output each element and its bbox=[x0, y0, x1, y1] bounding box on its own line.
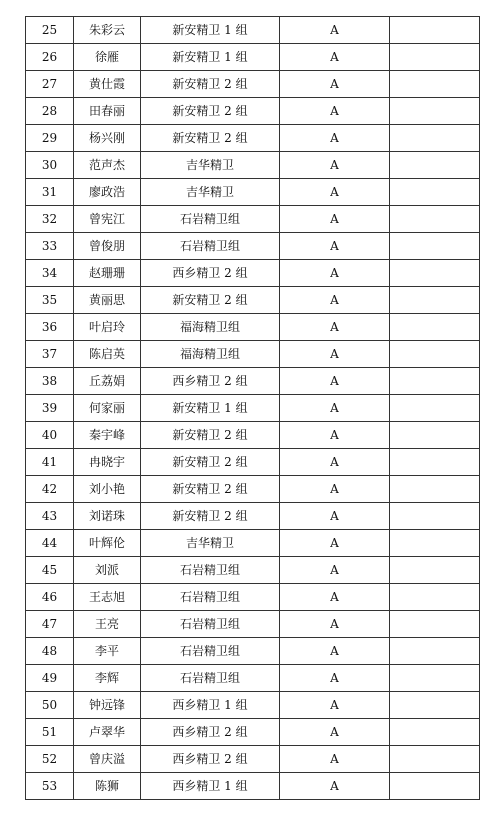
grade-cell: A bbox=[280, 17, 390, 44]
group-name-cell: 西乡精卫 1 组 bbox=[141, 773, 280, 800]
row-number-cell: 31 bbox=[26, 179, 74, 206]
grade-cell: A bbox=[280, 503, 390, 530]
member-name-cell: 刘小艳 bbox=[74, 476, 141, 503]
grade-cell: A bbox=[280, 530, 390, 557]
row-number-cell: 39 bbox=[26, 395, 74, 422]
group-name-cell: 石岩精卫组 bbox=[141, 584, 280, 611]
remark-cell bbox=[390, 476, 480, 503]
grade-cell: A bbox=[280, 341, 390, 368]
group-name-cell: 西乡精卫 2 组 bbox=[141, 719, 280, 746]
group-name-cell: 吉华精卫 bbox=[141, 530, 280, 557]
member-name-cell: 叶启玲 bbox=[74, 314, 141, 341]
group-name-cell: 福海精卫组 bbox=[141, 314, 280, 341]
grade-cell: A bbox=[280, 611, 390, 638]
row-number-cell: 33 bbox=[26, 233, 74, 260]
grade-cell: A bbox=[280, 368, 390, 395]
table-row bbox=[26, 557, 480, 584]
grade-cell: A bbox=[280, 98, 390, 125]
group-name-cell: 新安精卫 2 组 bbox=[141, 503, 280, 530]
table-row bbox=[26, 719, 480, 746]
member-name-cell: 曾宪江 bbox=[74, 206, 141, 233]
member-name-cell: 曾庆溢 bbox=[74, 746, 141, 773]
row-number-cell: 27 bbox=[26, 71, 74, 98]
table-row bbox=[26, 260, 480, 287]
remark-cell bbox=[390, 557, 480, 584]
remark-cell bbox=[390, 71, 480, 98]
grade-cell: A bbox=[280, 665, 390, 692]
table-row bbox=[26, 584, 480, 611]
grade-cell: A bbox=[280, 449, 390, 476]
remark-cell bbox=[390, 206, 480, 233]
row-number-cell: 48 bbox=[26, 638, 74, 665]
group-name-cell: 石岩精卫组 bbox=[141, 638, 280, 665]
group-name-cell: 西乡精卫 1 组 bbox=[141, 692, 280, 719]
remark-cell bbox=[390, 98, 480, 125]
member-name-cell: 何家丽 bbox=[74, 395, 141, 422]
remark-cell bbox=[390, 422, 480, 449]
table-row bbox=[26, 503, 480, 530]
remark-cell bbox=[390, 152, 480, 179]
row-number-cell: 29 bbox=[26, 125, 74, 152]
member-name-cell: 徐雁 bbox=[74, 44, 141, 71]
member-name-cell: 钟远锋 bbox=[74, 692, 141, 719]
grade-cell: A bbox=[280, 476, 390, 503]
member-name-cell: 丘荔娟 bbox=[74, 368, 141, 395]
grade-cell: A bbox=[280, 179, 390, 206]
member-name-cell: 赵珊珊 bbox=[74, 260, 141, 287]
group-name-cell: 新安精卫 2 组 bbox=[141, 287, 280, 314]
group-name-cell: 新安精卫 2 组 bbox=[141, 98, 280, 125]
remark-cell bbox=[390, 692, 480, 719]
table-row bbox=[26, 368, 480, 395]
remark-cell bbox=[390, 530, 480, 557]
row-number-cell: 25 bbox=[26, 17, 74, 44]
table-row bbox=[26, 17, 480, 44]
remark-cell bbox=[390, 395, 480, 422]
group-name-cell: 新安精卫 1 组 bbox=[141, 17, 280, 44]
remark-cell bbox=[390, 746, 480, 773]
row-number-cell: 47 bbox=[26, 611, 74, 638]
remark-cell bbox=[390, 449, 480, 476]
grade-cell: A bbox=[280, 287, 390, 314]
grade-cell: A bbox=[280, 422, 390, 449]
row-number-cell: 34 bbox=[26, 260, 74, 287]
member-name-cell: 王志旭 bbox=[74, 584, 141, 611]
roster-table-body bbox=[26, 17, 480, 800]
grade-cell: A bbox=[280, 233, 390, 260]
table-row bbox=[26, 611, 480, 638]
member-name-cell: 刘诺珠 bbox=[74, 503, 141, 530]
row-number-cell: 51 bbox=[26, 719, 74, 746]
table-row bbox=[26, 98, 480, 125]
row-number-cell: 26 bbox=[26, 44, 74, 71]
group-name-cell: 新安精卫 1 组 bbox=[141, 44, 280, 71]
row-number-cell: 40 bbox=[26, 422, 74, 449]
grade-cell: A bbox=[280, 206, 390, 233]
member-name-cell: 秦宇峰 bbox=[74, 422, 141, 449]
member-name-cell: 陈启英 bbox=[74, 341, 141, 368]
row-number-cell: 44 bbox=[26, 530, 74, 557]
grade-cell: A bbox=[280, 71, 390, 98]
row-number-cell: 49 bbox=[26, 665, 74, 692]
remark-cell bbox=[390, 719, 480, 746]
grade-cell: A bbox=[280, 719, 390, 746]
row-number-cell: 43 bbox=[26, 503, 74, 530]
remark-cell bbox=[390, 44, 480, 71]
group-name-cell: 石岩精卫组 bbox=[141, 665, 280, 692]
grade-cell: A bbox=[280, 746, 390, 773]
row-number-cell: 36 bbox=[26, 314, 74, 341]
table-row bbox=[26, 152, 480, 179]
row-number-cell: 41 bbox=[26, 449, 74, 476]
remark-cell bbox=[390, 17, 480, 44]
grade-cell: A bbox=[280, 638, 390, 665]
row-number-cell: 28 bbox=[26, 98, 74, 125]
table-row bbox=[26, 314, 480, 341]
group-name-cell: 西乡精卫 2 组 bbox=[141, 368, 280, 395]
remark-cell bbox=[390, 287, 480, 314]
group-name-cell: 石岩精卫组 bbox=[141, 557, 280, 584]
grade-cell: A bbox=[280, 395, 390, 422]
row-number-cell: 42 bbox=[26, 476, 74, 503]
grade-cell: A bbox=[280, 260, 390, 287]
table-row bbox=[26, 638, 480, 665]
group-name-cell: 新安精卫 2 组 bbox=[141, 449, 280, 476]
table-row bbox=[26, 179, 480, 206]
grade-cell: A bbox=[280, 44, 390, 71]
row-number-cell: 30 bbox=[26, 152, 74, 179]
group-name-cell: 福海精卫组 bbox=[141, 341, 280, 368]
group-name-cell: 西乡精卫 2 组 bbox=[141, 260, 280, 287]
member-name-cell: 杨兴刚 bbox=[74, 125, 141, 152]
member-name-cell: 冉晓宇 bbox=[74, 449, 141, 476]
row-number-cell: 37 bbox=[26, 341, 74, 368]
group-name-cell: 新安精卫 2 组 bbox=[141, 476, 280, 503]
group-name-cell: 石岩精卫组 bbox=[141, 611, 280, 638]
remark-cell bbox=[390, 233, 480, 260]
grade-cell: A bbox=[280, 584, 390, 611]
table-row bbox=[26, 422, 480, 449]
remark-cell bbox=[390, 260, 480, 287]
remark-cell bbox=[390, 611, 480, 638]
group-name-cell: 西乡精卫 2 组 bbox=[141, 746, 280, 773]
table-row bbox=[26, 71, 480, 98]
remark-cell bbox=[390, 368, 480, 395]
row-number-cell: 50 bbox=[26, 692, 74, 719]
row-number-cell: 52 bbox=[26, 746, 74, 773]
grade-cell: A bbox=[280, 314, 390, 341]
group-name-cell: 新安精卫 2 组 bbox=[141, 422, 280, 449]
remark-cell bbox=[390, 773, 480, 800]
remark-cell bbox=[390, 125, 480, 152]
row-number-cell: 35 bbox=[26, 287, 74, 314]
table-row bbox=[26, 125, 480, 152]
remark-cell bbox=[390, 584, 480, 611]
table-row bbox=[26, 287, 480, 314]
grade-cell: A bbox=[280, 773, 390, 800]
member-name-cell: 黄丽思 bbox=[74, 287, 141, 314]
table-row bbox=[26, 530, 480, 557]
table-row bbox=[26, 692, 480, 719]
row-number-cell: 38 bbox=[26, 368, 74, 395]
remark-cell bbox=[390, 314, 480, 341]
table-row bbox=[26, 746, 480, 773]
member-name-cell: 李辉 bbox=[74, 665, 141, 692]
table-row bbox=[26, 341, 480, 368]
member-name-cell: 田春丽 bbox=[74, 98, 141, 125]
member-name-cell: 范声杰 bbox=[74, 152, 141, 179]
row-number-cell: 46 bbox=[26, 584, 74, 611]
table-row bbox=[26, 206, 480, 233]
remark-cell bbox=[390, 179, 480, 206]
grade-cell: A bbox=[280, 152, 390, 179]
remark-cell bbox=[390, 665, 480, 692]
group-name-cell: 石岩精卫组 bbox=[141, 206, 280, 233]
member-name-cell: 黄仕霞 bbox=[74, 71, 141, 98]
member-name-cell: 朱彩云 bbox=[74, 17, 141, 44]
group-name-cell: 新安精卫 2 组 bbox=[141, 125, 280, 152]
member-name-cell: 陈狮 bbox=[74, 773, 141, 800]
member-name-cell: 刘派 bbox=[74, 557, 141, 584]
group-name-cell: 石岩精卫组 bbox=[141, 233, 280, 260]
remark-cell bbox=[390, 638, 480, 665]
table-row bbox=[26, 449, 480, 476]
group-name-cell: 吉华精卫 bbox=[141, 152, 280, 179]
group-name-cell: 新安精卫 2 组 bbox=[141, 71, 280, 98]
group-name-cell: 新安精卫 1 组 bbox=[141, 395, 280, 422]
group-name-cell: 吉华精卫 bbox=[141, 179, 280, 206]
remark-cell bbox=[390, 341, 480, 368]
row-number-cell: 32 bbox=[26, 206, 74, 233]
row-number-cell: 53 bbox=[26, 773, 74, 800]
grade-cell: A bbox=[280, 692, 390, 719]
remark-cell bbox=[390, 503, 480, 530]
table-row bbox=[26, 773, 480, 800]
grade-cell: A bbox=[280, 125, 390, 152]
table-row bbox=[26, 476, 480, 503]
member-name-cell: 曾俊朋 bbox=[74, 233, 141, 260]
table-row bbox=[26, 395, 480, 422]
member-name-cell: 廖政浩 bbox=[74, 179, 141, 206]
row-number-cell: 45 bbox=[26, 557, 74, 584]
member-name-cell: 李平 bbox=[74, 638, 141, 665]
table-row bbox=[26, 44, 480, 71]
table-row bbox=[26, 233, 480, 260]
roster-table bbox=[25, 16, 480, 800]
member-name-cell: 王亮 bbox=[74, 611, 141, 638]
table-row bbox=[26, 665, 480, 692]
member-name-cell: 卢翠华 bbox=[74, 719, 141, 746]
grade-cell: A bbox=[280, 557, 390, 584]
member-name-cell: 叶辉伦 bbox=[74, 530, 141, 557]
